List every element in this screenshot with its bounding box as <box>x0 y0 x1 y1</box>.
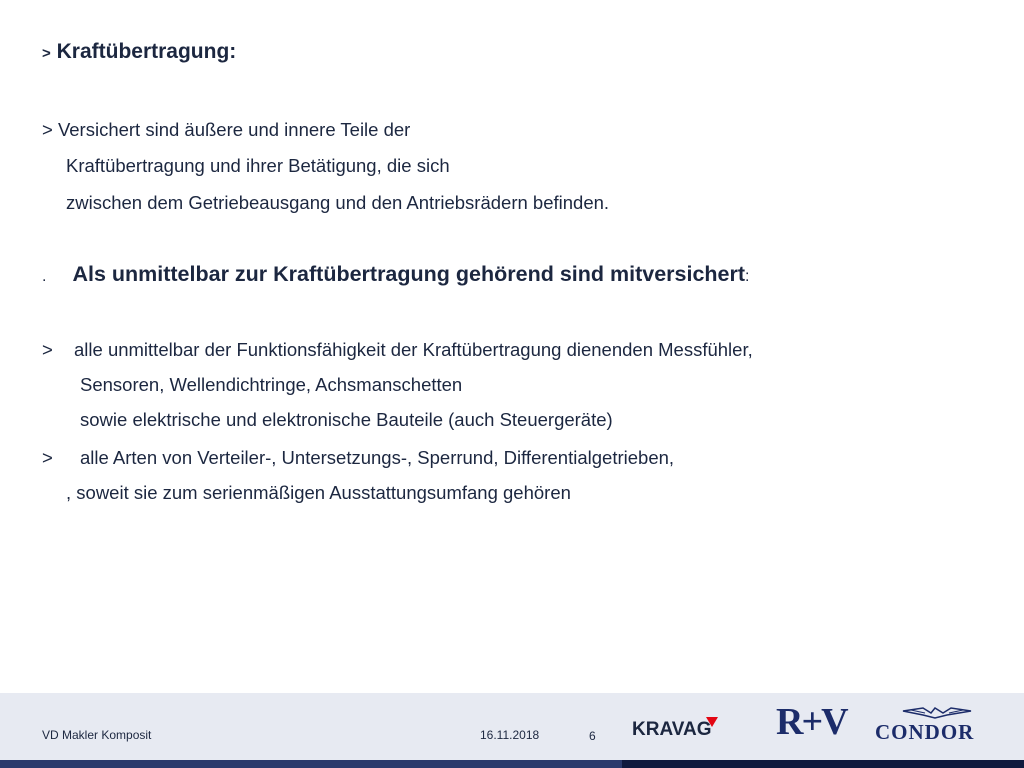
heading-text: Kraftübertragung: <box>56 40 237 63</box>
bullet-2-marker: > <box>42 447 53 468</box>
page-number: 6 <box>589 729 596 743</box>
bullet-2-line-1: alle Arten von Verteiler-, Untersetzungs-, Sperrund, Differentialgetrieben, <box>80 447 675 468</box>
footer-date: 16.11.2018 <box>480 728 540 742</box>
kravag-logo <box>632 715 756 743</box>
subheading-dot: . <box>42 268 47 285</box>
condor-logo <box>873 705 997 744</box>
paragraph-1-line-1: > Versichert sind äußere und innere Teile der <box>42 119 411 140</box>
bullet-2-line-2: , soweit sie zum serienmäßigen Ausstattungsumfang gehören <box>66 482 571 503</box>
heading-marker: > <box>42 45 51 62</box>
rv-logo-text: R+V <box>776 701 847 743</box>
footer-title: VD Makler Komposit <box>42 728 152 742</box>
subheading-colon: : <box>745 268 750 285</box>
bullet-1-line-2: Sensoren, Wellendichtringe, Achsmanschetten <box>80 374 463 395</box>
subheading-text: Als unmittelbar zur Kraftübertragung gehörend sind mitversichert <box>72 262 746 286</box>
footer-stripe <box>0 760 622 768</box>
bullet-1-line-3: sowie elektrische und elektronische Bauteile (auch Steuergeräte) <box>80 409 613 430</box>
slide-heading <box>42 40 236 64</box>
condor-logo-text: CONDOR <box>875 720 975 744</box>
footer-band <box>0 693 1024 760</box>
subheading <box>42 262 749 287</box>
paragraph-1-line-3: zwischen dem Getriebeausgang und den Antriebsrädern befinden. <box>66 192 610 213</box>
footer-stripe-dark <box>622 760 1024 768</box>
condor-bird-icon <box>873 705 997 721</box>
rv-logo <box>776 702 868 742</box>
kravag-logo-text: KRAVAG <box>632 719 712 740</box>
paragraph-1-line-2: Kraftübertragung und ihrer Betätigung, die sich <box>66 155 450 176</box>
bullet-1-line-1: alle unmittelbar der Funktionsfähigkeit der Kraftübertragung dienenden Messfühler, <box>74 339 753 360</box>
bullet-1-marker: > <box>42 339 53 360</box>
